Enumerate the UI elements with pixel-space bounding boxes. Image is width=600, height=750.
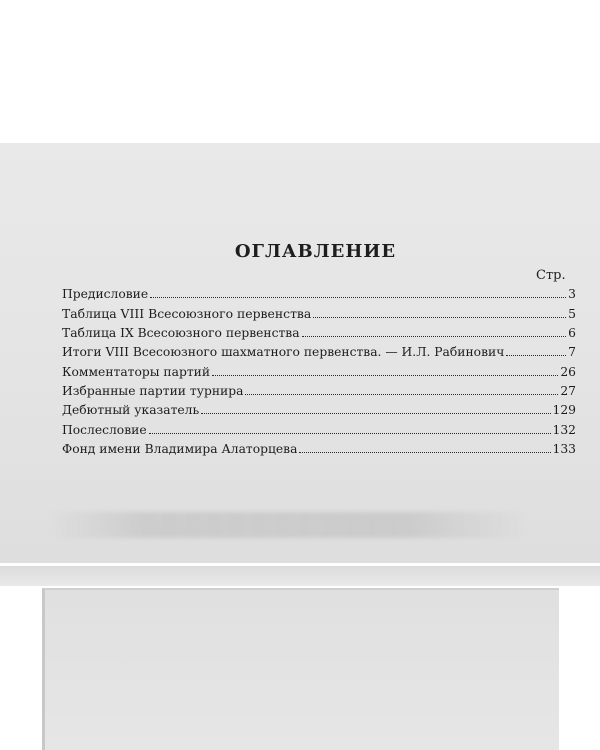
toc-entry-title: Дебютный указатель: [62, 403, 200, 418]
lower-page-sheet: [42, 588, 559, 750]
toc-entry-title: Таблица IX Всесоюзного первенства: [62, 325, 300, 340]
toc-entry-page: 133: [552, 442, 576, 457]
toc-entry-page: 7: [568, 345, 576, 360]
lower-page-edge: [0, 566, 600, 586]
toc-entry: [62, 345, 576, 364]
page-column-label: Стр.: [536, 268, 566, 283]
toc-entry-page: 27: [560, 383, 576, 398]
toc-entry-title: Избранные партии турнира: [62, 383, 244, 398]
bleed-through-smudge: [48, 512, 528, 538]
toc-entry-title: Комментаторы партий: [62, 364, 211, 379]
toc-entry: [62, 403, 576, 422]
toc-entry-title: Фонд имени Владимира Алаторцева: [62, 442, 298, 457]
dot-leader: [302, 336, 566, 337]
toc-entry-page: 5: [568, 306, 576, 322]
dot-leader: [212, 375, 558, 376]
dot-leader: [299, 452, 550, 453]
dot-leader: [201, 413, 550, 414]
toc-heading: ОГЛАВЛЕНИЕ: [234, 241, 397, 262]
toc-entry: [62, 306, 576, 325]
toc-entry-page: 132: [552, 422, 576, 437]
toc-entry: [62, 423, 576, 442]
toc-entry: [62, 442, 576, 461]
toc-entry-title: Итоги VIII Всесоюзного шахматного первенства. — И.Л. Рабинович: [62, 345, 505, 360]
toc-entry: [62, 384, 576, 403]
toc-entry-title: Послесловие: [62, 422, 147, 437]
toc-entry: [62, 326, 576, 345]
toc-entry: [62, 287, 576, 306]
dot-leader: [506, 355, 566, 356]
toc-entry-page: 3: [568, 287, 576, 301]
toc-entry-page: 6: [568, 325, 576, 340]
dot-leader: [150, 297, 566, 298]
dot-leader: [313, 317, 566, 318]
dot-leader: [245, 394, 558, 395]
toc-entry-page: 129: [552, 403, 576, 418]
toc-entry: [62, 365, 576, 384]
toc-entry-page: 26: [560, 364, 576, 379]
dot-leader: [149, 433, 551, 434]
toc-entry-title: Таблица VIII Всесоюзного первенства: [62, 306, 312, 322]
toc-list: [62, 287, 576, 462]
toc-entry-title: Предисловие: [62, 287, 149, 301]
